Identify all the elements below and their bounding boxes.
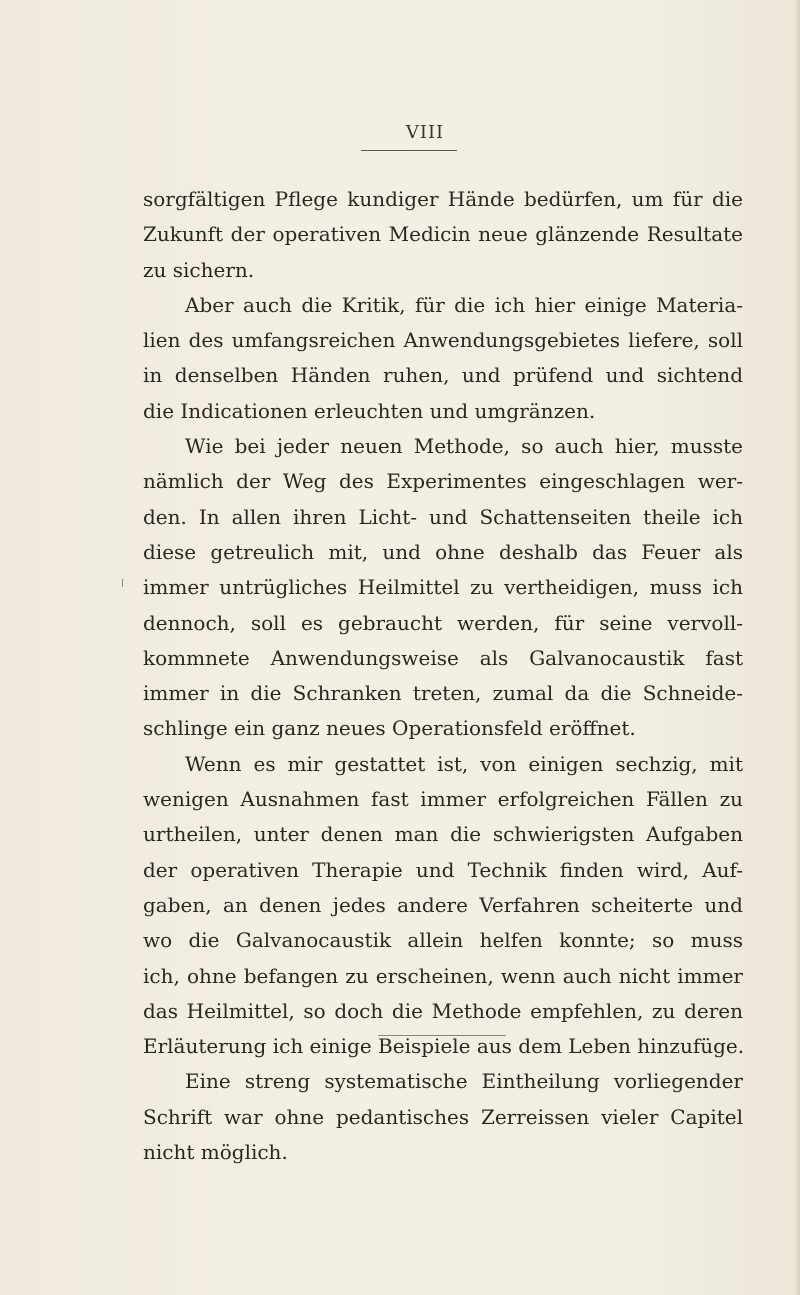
text-line: urtheilen, unter denen man die schwierigsten Aufgaben (143, 822, 743, 847)
text-line: wo die Galvanocaustik allein helfen konnte; so muss (143, 928, 743, 953)
margin-mark (122, 579, 123, 587)
text-line: Wenn es mir gestattet ist, von einigen sechzig, mit (185, 751, 743, 776)
text-line: Wie bei jeder neuen Methode, so auch hier, musste (185, 434, 743, 459)
text-line: die Indicationen erleuchten und umgränzen. (143, 398, 596, 423)
text-line: immer untrügliches Heilmittel zu vertheidigen, muss ich (143, 575, 743, 600)
text-line: nämlich der Weg des Experimentes eingeschlagen wer- (143, 469, 743, 494)
text-line: in denselben Händen ruhen, und prüfend und sichtend (143, 363, 743, 388)
text-line: kommnete Anwendungsweise als Galvanocaustik fast (143, 645, 743, 670)
text-line: Eine streng systematische Eintheilung vorliegender (185, 1069, 743, 1094)
text-line: gaben, an denen jedes andere Verfahren scheiterte und (143, 892, 743, 917)
body-text (143, 182, 743, 1170)
page-edge-shadow (794, 0, 800, 1295)
text-line: der operativen Therapie und Technik finden wird, Auf- (143, 857, 743, 882)
header-rule (361, 150, 457, 151)
text-line: dennoch, soll es gebraucht werden, für seine vervoll- (143, 610, 743, 635)
text-line: nicht möglich. (143, 1140, 288, 1165)
text-line: Schrift war ohne pedantisches Zerreissen vieler Capitel (143, 1104, 743, 1129)
section-end-rule (378, 1035, 506, 1036)
text-line: diese getreulich mit, und ohne deshalb das Feuer als (143, 539, 743, 564)
text-line: zu sichern. (143, 257, 255, 282)
text-line: immer in die Schranken treten, zumal da die Schneide- (143, 681, 743, 706)
text-line: schlinge ein ganz neues Operationsfeld eröffnet. (143, 716, 636, 741)
text-line: ich, ohne befangen zu erscheinen, wenn auch nicht immer (143, 963, 743, 988)
page-number-header: VIII (405, 122, 445, 143)
text-line: wenigen Ausnahmen fast immer erfolgreichen Fällen zu (143, 787, 743, 812)
text-line: sorgfältigen Pflege kundiger Hände bedürfen, um für die (143, 187, 743, 211)
text-line: Zukunft der operativen Medicin neue glänzende Resultate (143, 222, 743, 247)
text-line: das Heilmittel, so doch die Methode empfehlen, zu deren (143, 998, 743, 1023)
text-line: Erläuterung ich einige Beispiele aus dem Leben hinzufüge. (143, 1034, 745, 1059)
text-line: den. In allen ihren Licht- und Schattenseiten theile ich (143, 504, 743, 529)
text-line: lien des umfangsreichen Anwendungsgebietes liefere, soll (143, 328, 743, 353)
text-line: Aber auch die Kritik, für die ich hier einige Materia- (185, 292, 743, 317)
